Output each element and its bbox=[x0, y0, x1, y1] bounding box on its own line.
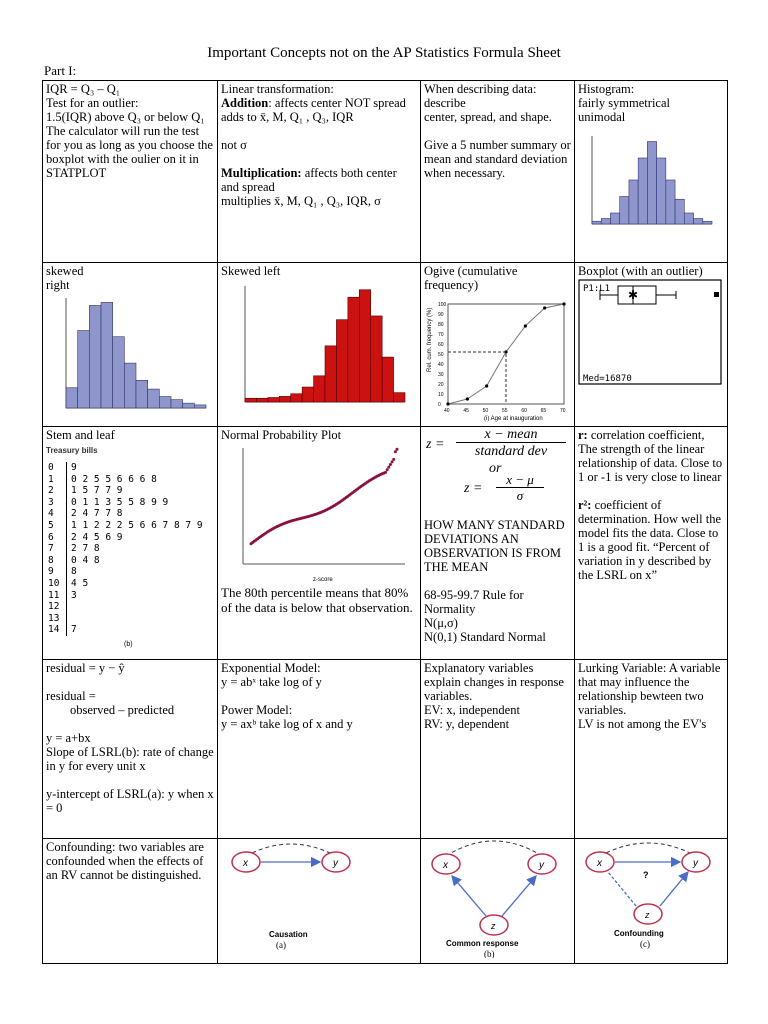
rv-def: RV: y, dependent bbox=[424, 717, 510, 731]
lv-note: LV is not among the EV's bbox=[578, 717, 707, 731]
correlation-cell bbox=[575, 427, 728, 660]
ogive-ytick: 0 bbox=[438, 402, 441, 408]
z-equals-2: z = bbox=[464, 481, 483, 496]
multiplication-label: Multiplication: bbox=[221, 166, 302, 180]
linear-transform-cell bbox=[218, 81, 421, 263]
stem-title: Treasury bills bbox=[46, 446, 98, 455]
stem-row bbox=[46, 497, 203, 509]
stem: 4 bbox=[46, 508, 67, 520]
normal-plot-cell bbox=[218, 427, 421, 660]
skewed-left-histogram bbox=[221, 278, 411, 418]
ogive-point bbox=[543, 306, 546, 309]
ogive-cell bbox=[421, 263, 575, 427]
stem: 13 bbox=[46, 613, 67, 625]
stem-row bbox=[46, 613, 203, 625]
ogive-point bbox=[524, 324, 527, 327]
histogram-bar bbox=[657, 158, 666, 224]
ogive-point bbox=[562, 302, 565, 305]
skewed-right-histogram bbox=[46, 292, 208, 418]
r-text: correlation coefficient, The strength of the linear relationship of data. Close to 1 or -1 is very close to linear bbox=[578, 428, 723, 484]
leaves: 9 bbox=[71, 462, 77, 473]
histogram-bar bbox=[382, 357, 393, 402]
stem-row bbox=[46, 578, 203, 590]
z-denominator-2: σ bbox=[516, 488, 524, 503]
histogram-bar bbox=[183, 403, 195, 408]
stem-caption: (b) bbox=[124, 640, 133, 648]
calculator-note: The calculator will run the test for you as long as you choose the boxplot with the oulier on it in STATPLOT bbox=[46, 124, 213, 180]
histogram-bar bbox=[101, 302, 113, 408]
npp-point bbox=[392, 458, 395, 461]
histogram-bar bbox=[194, 405, 206, 408]
standard-normal: N(0,1) Standard Normal bbox=[424, 630, 546, 644]
histogram-bar bbox=[279, 396, 290, 402]
ogive-xtick: 45 bbox=[463, 408, 469, 414]
histogram-bar bbox=[113, 337, 125, 408]
ogive-ytick: 90 bbox=[438, 312, 444, 318]
exp-model-label: Exponential Model: bbox=[221, 661, 321, 675]
ogive-plot bbox=[424, 292, 569, 422]
stem: 7 bbox=[46, 543, 67, 555]
confounding-cell bbox=[43, 839, 218, 964]
histogram-bar bbox=[336, 320, 347, 402]
ogive-ytick: 100 bbox=[438, 302, 447, 308]
r2-text: coefficient of determination. How well the model fits the data. Close to 1 is a good fit. “Percent of variation in y described by the LSRL on x” bbox=[578, 498, 722, 582]
histogram-bar bbox=[348, 297, 359, 402]
stem: 8 bbox=[46, 555, 67, 567]
stem-row bbox=[46, 566, 203, 578]
leaves bbox=[67, 613, 203, 625]
histogram-bar bbox=[703, 221, 712, 224]
stem-row bbox=[46, 474, 203, 486]
multiplication-text: affects both center and spread bbox=[221, 166, 397, 194]
node-y: y bbox=[333, 858, 338, 869]
describe-data-cell bbox=[421, 81, 575, 263]
leaves: 2 4 5 6 9 bbox=[71, 531, 123, 543]
common-response-label: Common response bbox=[446, 939, 519, 948]
histogram-bar bbox=[124, 363, 136, 408]
leaves: 8 bbox=[71, 566, 77, 578]
histogram-bar bbox=[694, 219, 703, 225]
part-label: Part I: bbox=[44, 63, 77, 78]
histogram-bar bbox=[394, 393, 405, 402]
outlier-test: Test for an outlier: bbox=[46, 96, 139, 110]
histogram-bar bbox=[171, 400, 183, 408]
node-y: y bbox=[539, 860, 544, 871]
ogive-xtick: 70 bbox=[560, 408, 566, 414]
stem-row bbox=[46, 624, 203, 636]
stem-row bbox=[46, 532, 203, 544]
histogram-bar bbox=[629, 180, 638, 224]
leaves bbox=[67, 601, 203, 613]
histogram-bar bbox=[325, 346, 336, 402]
z-description: HOW MANY STANDARD DEVIATIONS AN OBSERVATION IS FROM THE MEAN bbox=[424, 518, 565, 574]
symmetric-histogram bbox=[578, 124, 718, 236]
leaves: 0 4 8 bbox=[71, 554, 100, 566]
ogive-ytick: 40 bbox=[438, 362, 444, 368]
leaves: 2 4 7 7 8 bbox=[71, 508, 123, 520]
confounding-def: Confounding: two variables are confounded when the effects of an RV cannot be distinguished. bbox=[46, 840, 204, 882]
lurking-def: Lurking Variable: A variable that may influence the relationship bewteen two variables. bbox=[578, 661, 721, 717]
common-response-caption: (b) bbox=[484, 949, 495, 958]
leaves: 2 7 8 bbox=[71, 543, 100, 555]
leaves: 0 1 1 3 5 5 8 9 9 bbox=[71, 496, 169, 508]
ogive-ytick: 20 bbox=[438, 382, 444, 388]
page-title: Important Concepts not on the AP Statistics Formula Sheet bbox=[207, 45, 561, 61]
skewed-left-label: Skewed left bbox=[221, 264, 281, 278]
lurking-cell bbox=[575, 660, 728, 839]
ev-def: EV: x, independent bbox=[424, 703, 520, 717]
confounding-caption: (c) bbox=[640, 939, 650, 949]
histogram-bar bbox=[245, 398, 256, 402]
stem-row bbox=[46, 555, 203, 567]
stem-leaf-table bbox=[46, 462, 203, 636]
npp-point bbox=[394, 450, 397, 453]
ogive-ytick: 70 bbox=[438, 332, 444, 338]
histogram-bar bbox=[592, 221, 601, 224]
histogram-bar bbox=[666, 180, 675, 224]
percentile-note: The 80th percentile means that 80% of the data is below that observation. bbox=[221, 585, 413, 615]
node-z: z bbox=[491, 921, 496, 931]
ogive-ytick: 60 bbox=[438, 342, 444, 348]
explanatory-def: Explanatory variables explain changes in response variables. bbox=[424, 661, 564, 703]
ogive-point bbox=[485, 384, 488, 387]
ogive-median-guide bbox=[448, 352, 506, 404]
ogive-xtick: 60 bbox=[521, 408, 527, 414]
iqr-def: IQR = Q₃ – Q₁ bbox=[46, 82, 121, 96]
stem: 12 bbox=[46, 601, 67, 613]
stem: 14 bbox=[46, 624, 67, 636]
stem: 2 bbox=[46, 485, 67, 497]
histogram-bar bbox=[136, 380, 148, 408]
ogive-ytick: 80 bbox=[438, 322, 444, 328]
models-cell bbox=[218, 660, 421, 839]
ogive-xlabel: (i) Age at inauguration bbox=[484, 416, 543, 422]
describe-line1: When describing data: describe bbox=[424, 82, 537, 110]
residual-equals: residual = bbox=[46, 689, 96, 703]
stem-row bbox=[46, 520, 203, 532]
confounding-diagram-cell bbox=[575, 839, 728, 964]
stem: 1 bbox=[46, 474, 67, 486]
histogram-bar bbox=[268, 398, 279, 402]
leaves: 1 5 7 7 9 bbox=[71, 485, 123, 497]
confounding-label: Confounding bbox=[614, 929, 664, 938]
ogive-ytick: 50 bbox=[438, 352, 444, 358]
describe-line3: Give a 5 number summary or mean and standard deviation when necessary. bbox=[424, 138, 571, 180]
addition-effects: adds to x̄, M, Q₁ , Q₃, IQR bbox=[221, 110, 354, 124]
leaves: 3 bbox=[71, 589, 77, 601]
multiplication-effects: multiplies x̄, M, Q₁ , Q₃, IQR, σ bbox=[221, 194, 381, 208]
outlier-point bbox=[714, 292, 719, 297]
histogram-bar bbox=[359, 290, 370, 402]
npp-xlabel: z-score bbox=[313, 577, 333, 582]
node-x: x bbox=[443, 860, 448, 871]
histogram-bar bbox=[675, 199, 684, 224]
stem-row bbox=[46, 543, 203, 555]
stem: 3 bbox=[46, 497, 67, 509]
common-response-cell bbox=[421, 839, 575, 964]
normal-notation: N(μ,σ) bbox=[424, 616, 458, 630]
ogive-ytick: 30 bbox=[438, 372, 444, 378]
npp-point bbox=[386, 468, 389, 471]
z-equals-1: z = bbox=[426, 437, 445, 452]
leaves: 1 1 2 2 2 5 6 6 7 8 7 9 bbox=[71, 519, 203, 531]
skewed-left-cell bbox=[218, 263, 421, 427]
not-sigma: not σ bbox=[221, 138, 247, 152]
node-z: z bbox=[645, 910, 650, 920]
r-label: r: bbox=[578, 428, 588, 442]
residual-cell bbox=[43, 660, 218, 839]
ogive-label: Ogive (cumulative frequency) bbox=[424, 264, 518, 292]
leaves: 0 2 5 5 6 6 6 8 bbox=[71, 473, 157, 485]
ogive-xtick: 65 bbox=[540, 408, 547, 414]
stem-leaf-label: Stem and leaf bbox=[46, 428, 115, 442]
z-score-cell bbox=[421, 427, 575, 660]
histogram-bar bbox=[78, 331, 90, 408]
lsrl-equation: y = a+bx bbox=[46, 731, 91, 745]
stem-row bbox=[46, 462, 203, 474]
causation-label: Causation bbox=[269, 930, 308, 939]
histogram-bar bbox=[638, 158, 647, 224]
histogram-bar bbox=[66, 388, 78, 408]
histogram-bar bbox=[159, 397, 171, 408]
causation-diagram bbox=[221, 840, 411, 958]
linear-heading: Linear transformation: bbox=[221, 82, 334, 96]
empirical-rule: 68-95-99.7 Rule for Normality bbox=[424, 588, 524, 616]
skewed-right-line1: skewed bbox=[46, 264, 84, 278]
power-model-label: Power Model: bbox=[221, 703, 293, 717]
histogram-bar bbox=[601, 219, 610, 225]
npp-point bbox=[391, 460, 394, 463]
boxplot-screen bbox=[578, 278, 723, 388]
normal-probability-plot bbox=[221, 442, 411, 582]
stem: 6 bbox=[46, 532, 67, 544]
ogive-point bbox=[446, 402, 449, 405]
intercept-def: y-intercept of LSRL(a): y when x = 0 bbox=[46, 787, 214, 815]
stem-row bbox=[46, 590, 203, 602]
stem-row bbox=[46, 601, 203, 613]
causation-caption: (a) bbox=[276, 940, 286, 950]
ogive-xtick: 55 bbox=[502, 408, 508, 414]
leaves: 7 bbox=[71, 624, 77, 636]
stem: 5 bbox=[46, 520, 67, 532]
histogram-cell bbox=[575, 81, 728, 263]
boxplot-cell bbox=[575, 263, 728, 427]
node-y: y bbox=[693, 858, 698, 869]
histogram-bar bbox=[371, 316, 382, 402]
ogive-ytick: 10 bbox=[438, 392, 444, 398]
stem: 9 bbox=[46, 566, 67, 578]
histogram-shape: fairly symmetrical bbox=[578, 96, 670, 110]
histogram-bar bbox=[291, 394, 302, 402]
leaves: 4 5 bbox=[71, 577, 89, 589]
histogram-modality: unimodal bbox=[578, 110, 626, 124]
npp-point bbox=[387, 466, 390, 469]
stem: 0 bbox=[46, 462, 67, 474]
stem: 11 bbox=[46, 590, 67, 602]
addition-label: Addition bbox=[221, 96, 269, 110]
histogram-bar bbox=[610, 213, 619, 224]
histogram-bar bbox=[148, 389, 160, 408]
boxplot-label: Boxplot (with an outlier) bbox=[578, 264, 703, 278]
describe-line2: center, spread, and shape. bbox=[424, 110, 552, 124]
histogram-heading: Histogram: bbox=[578, 82, 635, 96]
npp-label: Normal Probability Plot bbox=[221, 428, 342, 442]
node-x: x bbox=[243, 858, 248, 869]
histogram-bar bbox=[89, 305, 101, 408]
confounding-diagram bbox=[578, 840, 723, 958]
z-numerator-2: x − μ bbox=[496, 473, 544, 488]
residual-formula: residual = y − ŷ bbox=[46, 661, 125, 675]
stem-row bbox=[46, 508, 203, 520]
histogram-bar bbox=[647, 142, 656, 225]
histogram-bar bbox=[314, 376, 325, 402]
observed-minus-predicted: observed – predicted bbox=[70, 703, 175, 717]
slope-def: Slope of LSRL(b): rate of change in y for every unit x bbox=[46, 745, 214, 773]
skewed-right-cell bbox=[43, 263, 218, 427]
node-x: x bbox=[597, 858, 602, 869]
boxplot-median: Med=16870 bbox=[583, 374, 632, 384]
stem: 10 bbox=[46, 578, 67, 590]
addition-text: : affects center NOT spread bbox=[268, 96, 406, 110]
stem-leaf-cell bbox=[43, 427, 218, 660]
outlier-rule: 1.5(IQR) above Q₃ or below Q₁ bbox=[46, 110, 205, 124]
question-mark: ? bbox=[643, 870, 649, 880]
boxplot-tag: P1:L1 bbox=[583, 284, 611, 294]
r2-label: r²: bbox=[578, 498, 592, 512]
npp-point bbox=[396, 448, 399, 451]
z-denominator-1: standard dev bbox=[474, 444, 548, 459]
cursor-star-icon: ✱ bbox=[628, 288, 639, 302]
npp-point bbox=[389, 463, 392, 466]
histogram-bar bbox=[302, 387, 313, 402]
skewed-right-line2: right bbox=[46, 278, 70, 292]
histogram-bar bbox=[620, 197, 629, 225]
ogive-ylabel: Rel. cum. frequency (%) bbox=[427, 307, 433, 372]
explanatory-cell bbox=[421, 660, 575, 839]
causation-cell bbox=[218, 839, 421, 964]
ogive-xtick: 40 bbox=[444, 408, 450, 414]
concept-grid bbox=[42, 80, 728, 964]
power-model-eq: y = axᵇ take log of x and y bbox=[221, 717, 353, 731]
ogive-xtick: 50 bbox=[482, 408, 489, 414]
z-numerator-1: x − mean bbox=[456, 428, 566, 443]
npp-point bbox=[384, 471, 387, 474]
histogram-bar bbox=[256, 398, 267, 402]
z-or: or bbox=[489, 461, 502, 476]
ogive-point bbox=[466, 397, 469, 400]
stem-row bbox=[46, 485, 203, 497]
common-response-diagram bbox=[424, 840, 569, 958]
exp-model-eq: y = abˣ take log of y bbox=[221, 675, 322, 689]
iqr-cell bbox=[43, 81, 218, 263]
histogram-bar bbox=[684, 213, 693, 224]
